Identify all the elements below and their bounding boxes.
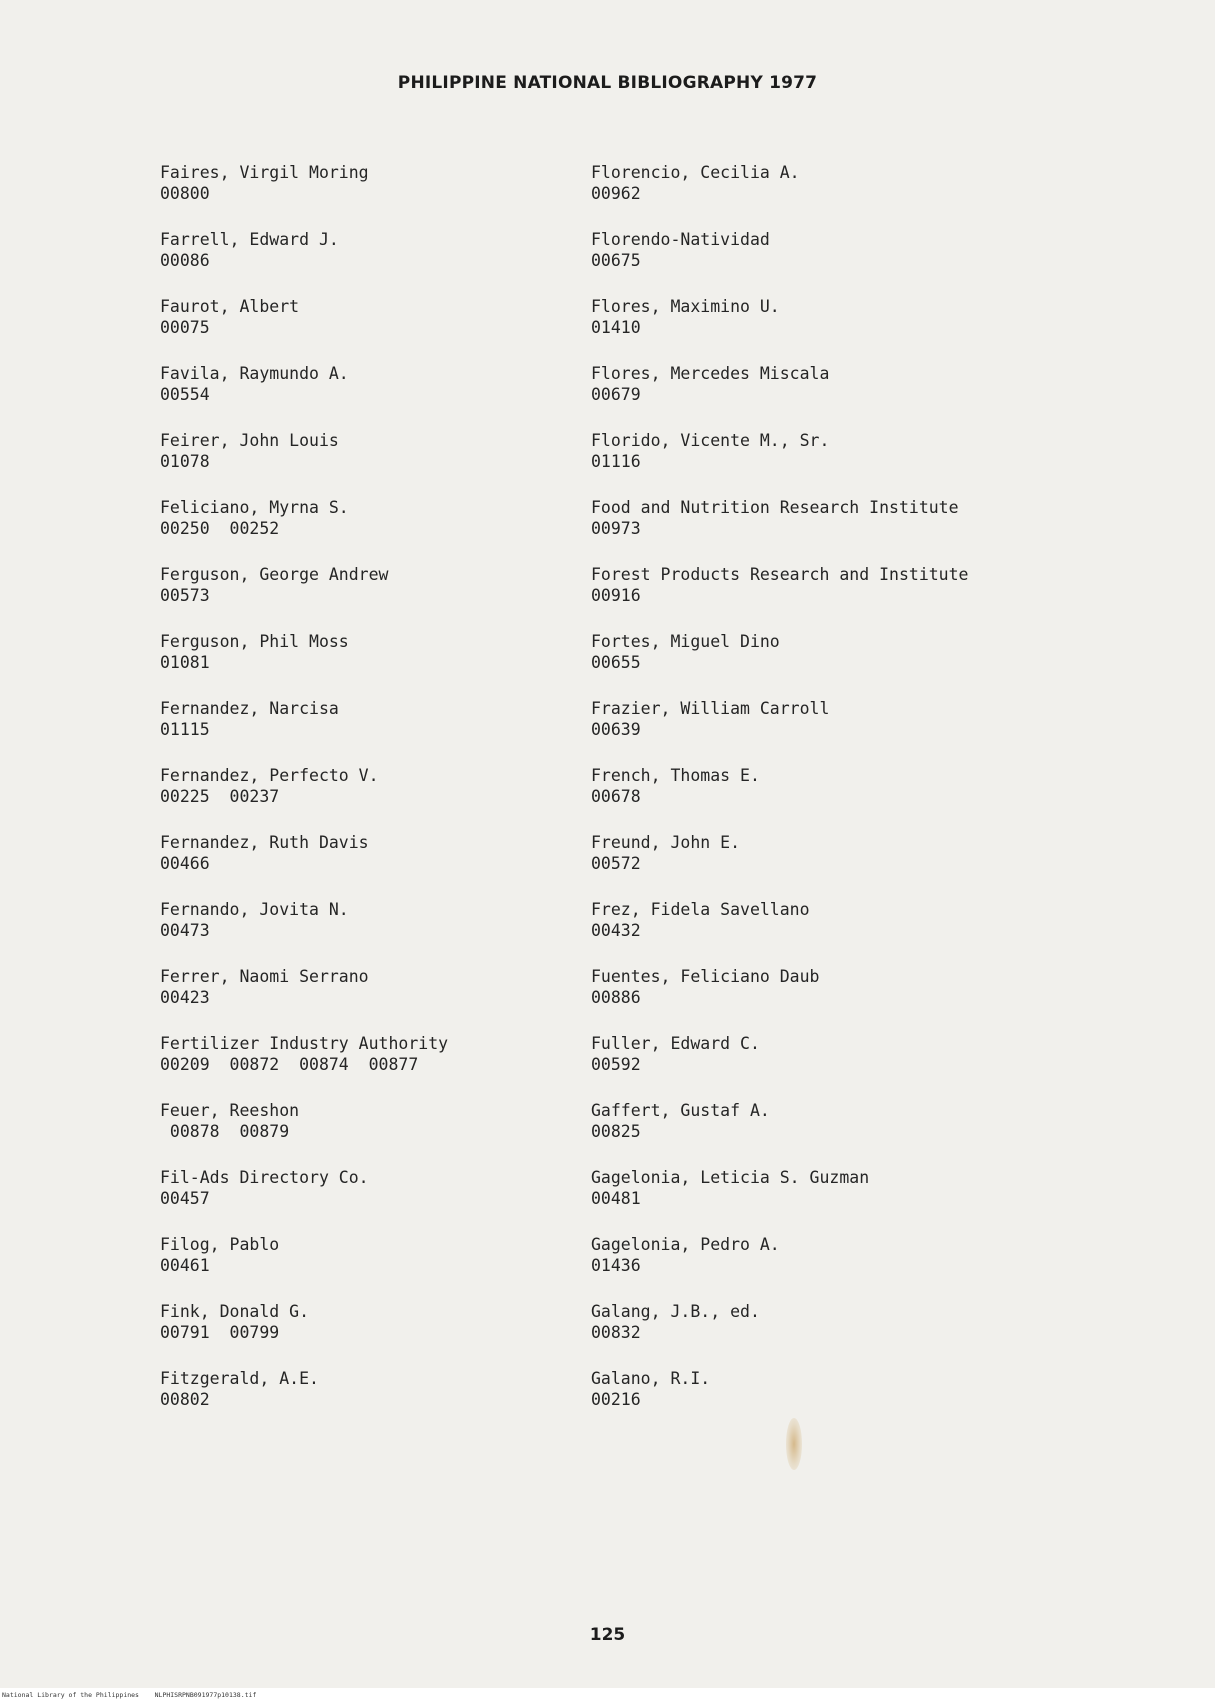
entry-author-name: Faires, Virgil Moring	[160, 163, 369, 182]
index-entry	[160, 296, 448, 363]
entry-author-name: Faurot, Albert	[160, 297, 300, 316]
index-entry	[160, 162, 448, 229]
entry-author-name: Florencio, Cecilia A.	[591, 163, 800, 182]
entry-author-name: Fernando, Jovita N.	[160, 900, 349, 919]
entry-author-name: Ferrer, Naomi Serrano	[160, 967, 369, 986]
index-entry	[160, 832, 448, 899]
index-entry	[591, 1301, 969, 1368]
index-entry	[591, 430, 969, 497]
entry-author-name: Fernandez, Ruth Davis	[160, 833, 369, 852]
entry-record-numbers: 00886	[591, 988, 641, 1007]
index-entry	[591, 765, 969, 832]
entry-author-name: Feliciano, Myrna S.	[160, 498, 349, 517]
entry-record-numbers: 00825	[591, 1122, 641, 1141]
entry-record-numbers: 00216	[591, 1390, 641, 1409]
index-entry	[160, 1234, 448, 1301]
entry-author-name: Frazier, William Carroll	[591, 699, 830, 718]
left-index-column	[160, 162, 448, 1435]
entry-record-numbers: 00572	[591, 854, 641, 873]
entry-record-numbers: 01115	[160, 720, 210, 739]
entry-author-name: Favila, Raymundo A.	[160, 364, 349, 383]
entry-author-name: Freund, John E.	[591, 833, 741, 852]
index-entry	[591, 1167, 969, 1234]
index-entry	[160, 1301, 448, 1368]
index-entry	[160, 1368, 448, 1435]
index-entry	[591, 564, 969, 631]
entry-record-numbers: 00675	[591, 251, 641, 270]
entry-record-numbers: 01081	[160, 653, 210, 672]
entry-record-numbers: 00678	[591, 787, 641, 806]
index-entry	[160, 363, 448, 430]
scan-footer: National Library of the Philippines NLPHISRPNB091977p10138.tif	[0, 1688, 1215, 1702]
entry-author-name: Galang, J.B., ed.	[591, 1302, 760, 1321]
entry-record-numbers: 01410	[591, 318, 641, 337]
index-entry	[160, 899, 448, 966]
entry-author-name: Farrell, Edward J.	[160, 230, 339, 249]
entry-author-name: Fortes, Miguel Dino	[591, 632, 780, 651]
entry-record-numbers: 00250 00252	[160, 519, 280, 538]
entry-author-name: Frez, Fidela Savellano	[591, 900, 810, 919]
entry-record-numbers: 00832	[591, 1323, 641, 1342]
index-entry	[591, 698, 969, 765]
entry-author-name: Florido, Vicente M., Sr.	[591, 431, 830, 450]
entry-record-numbers: 00962	[591, 184, 641, 203]
entry-record-numbers: 00481	[591, 1189, 641, 1208]
entry-author-name: Forest Products Research and Institute	[591, 565, 969, 584]
index-entry	[160, 765, 448, 832]
index-entry	[591, 497, 969, 564]
entry-record-numbers: 00423	[160, 988, 210, 1007]
entry-record-numbers: 00209 00872 00874 00877	[160, 1055, 419, 1074]
entry-author-name: Food and Nutrition Research Institute	[591, 498, 959, 517]
index-entry	[160, 564, 448, 631]
paper-stain	[786, 1418, 802, 1470]
entry-record-numbers: 00973	[591, 519, 641, 538]
entry-record-numbers: 00086	[160, 251, 210, 270]
entry-record-numbers: 01436	[591, 1256, 641, 1275]
entry-record-numbers: 00554	[160, 385, 210, 404]
entry-record-numbers: 00639	[591, 720, 641, 739]
entry-record-numbers: 01078	[160, 452, 210, 471]
index-entry	[591, 899, 969, 966]
entry-author-name: Fernandez, Perfecto V.	[160, 766, 379, 785]
entry-author-name: French, Thomas E.	[591, 766, 760, 785]
index-entry	[591, 966, 969, 1033]
index-entry	[591, 1033, 969, 1100]
index-entry	[591, 832, 969, 899]
page-title: PHILIPPINE NATIONAL BIBLIOGRAPHY 1977	[397, 73, 818, 93]
entry-author-name: Fertilizer Industry Authority	[160, 1034, 449, 1053]
entry-author-name: Florendo-Natividad	[591, 230, 770, 249]
entry-record-numbers: 00655	[591, 653, 641, 672]
index-entry	[160, 430, 448, 497]
index-entry	[591, 296, 969, 363]
entry-author-name: Ferguson, George Andrew	[160, 565, 389, 584]
entry-record-numbers: 00225 00237	[160, 787, 280, 806]
index-entry	[160, 631, 448, 698]
entry-record-numbers: 00592	[591, 1055, 641, 1074]
entry-author-name: Filog, Pablo	[160, 1235, 280, 1254]
index-entry	[160, 966, 448, 1033]
right-index-column	[591, 162, 969, 1435]
index-entry	[160, 497, 448, 564]
entry-record-numbers: 00679	[591, 385, 641, 404]
entry-author-name: Feuer, Reeshon	[160, 1101, 300, 1120]
entry-author-name: Fuentes, Feliciano Daub	[591, 967, 820, 986]
index-entry	[591, 1100, 969, 1167]
index-entry	[591, 631, 969, 698]
index-entry	[591, 363, 969, 430]
index-entry	[160, 1033, 448, 1100]
entry-author-name: Flores, Maximino U.	[591, 297, 780, 316]
index-entry	[591, 162, 969, 229]
entry-author-name: Fernandez, Narcisa	[160, 699, 339, 718]
entry-author-name: Galano, R.I.	[591, 1369, 711, 1388]
entry-author-name: Ferguson, Phil Moss	[160, 632, 349, 651]
entry-author-name: Flores, Mercedes Miscala	[591, 364, 830, 383]
entry-author-name: Fitzgerald, A.E.	[160, 1369, 319, 1388]
entry-record-numbers: 00802	[160, 1390, 210, 1409]
entry-record-numbers: 00473	[160, 921, 210, 940]
entry-record-numbers: 00878 00879	[160, 1122, 290, 1141]
index-entry	[160, 1100, 448, 1167]
entry-author-name: Fil-Ads Directory Co.	[160, 1168, 369, 1187]
entry-author-name: Gagelonia, Pedro A.	[591, 1235, 780, 1254]
entry-record-numbers: 00466	[160, 854, 210, 873]
entry-record-numbers: 00432	[591, 921, 641, 940]
index-entry	[591, 1234, 969, 1301]
entry-author-name: Feirer, John Louis	[160, 431, 339, 450]
entry-record-numbers: 00457	[160, 1189, 210, 1208]
page-number: 125	[589, 1625, 626, 1645]
entry-record-numbers: 00461	[160, 1256, 210, 1275]
entry-author-name: Fink, Donald G.	[160, 1302, 310, 1321]
entry-record-numbers: 00916	[591, 586, 641, 605]
entry-author-name: Gaffert, Gustaf A.	[591, 1101, 770, 1120]
index-entry	[160, 229, 448, 296]
index-entry	[591, 229, 969, 296]
index-entry	[591, 1368, 969, 1435]
index-entry	[160, 698, 448, 765]
entry-record-numbers: 00075	[160, 318, 210, 337]
entry-record-numbers: 00573	[160, 586, 210, 605]
entry-author-name: Gagelonia, Leticia S. Guzman	[591, 1168, 870, 1187]
entry-record-numbers: 00800	[160, 184, 210, 203]
entry-record-numbers: 00791 00799	[160, 1323, 280, 1342]
index-entry	[160, 1167, 448, 1234]
entry-record-numbers: 01116	[591, 452, 641, 471]
entry-author-name: Fuller, Edward C.	[591, 1034, 760, 1053]
